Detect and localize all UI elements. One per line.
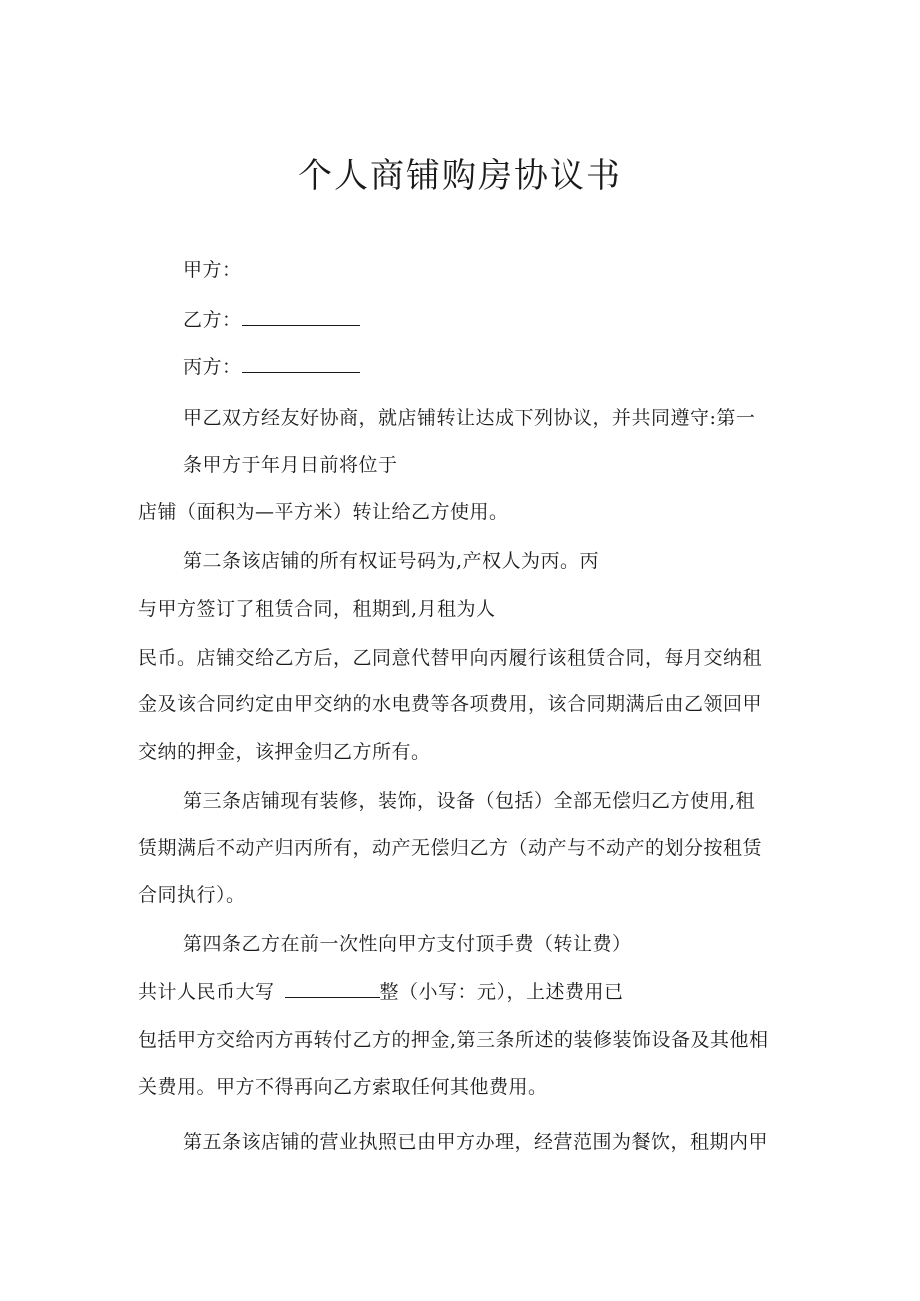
- clause-2-line: 第二条该店铺的所有权证号码为,产权人为丙。丙: [183, 550, 600, 572]
- amount-text: 整（小写：元），上述费用已: [379, 981, 624, 1003]
- clause-5-line: 第五条该店铺的营业执照已由甲方办理，经营范围为餐饮，租期内甲: [183, 1131, 769, 1153]
- clause-2-line: 交纳的押金，该押金归乙方所有。: [138, 741, 431, 763]
- clause-2-line: 民币。店铺交给乙方后，乙同意代替甲向丙履行该租赁合同，每月交纳租: [138, 647, 763, 669]
- clause-2-line: 与甲方签订了租赁合同，租期到,月租为人: [138, 598, 496, 620]
- party-a-line: [183, 255, 242, 285]
- clause-1-line: 店铺（面积为—平方米）转让给乙方使用。: [138, 501, 509, 523]
- clause-4-line: 第四条乙方在前一次性向甲方支付顶手费（转让费）: [183, 933, 632, 955]
- amount-label: 共计人民币大写: [138, 981, 275, 1003]
- amount-blank: [285, 977, 380, 998]
- party-b-blank: [242, 305, 360, 326]
- clause-1-line: 条甲方于年月日前将位于: [183, 454, 398, 476]
- party-c-label: 丙方：: [183, 356, 242, 378]
- clause-intro-line: 甲乙双方经友好协商，就店铺转让达成下列协议，并共同遵守:第一: [183, 407, 756, 429]
- party-b-line: [183, 305, 360, 335]
- clause-3-line: 第三条店铺现有装修，装饰，设备（包括）全部无偿归乙方使用,租: [183, 790, 756, 812]
- document-title: 个人商铺购房协议书: [298, 156, 622, 196]
- clause-2-line: 金及该合同约定由甲交纳的水电费等各项费用，该合同期满后由乙领回甲: [138, 693, 763, 715]
- clause-4-amount-line: [138, 977, 624, 1007]
- clause-3-line: 合同执行）。: [138, 884, 246, 906]
- party-c-blank: [242, 352, 360, 373]
- clause-4-line: 关费用。甲方不得再向乙方索取任何其他费用。: [138, 1076, 548, 1098]
- party-b-label: 乙方：: [183, 309, 242, 331]
- clause-4-line: 包括甲方交给丙方再转付乙方的押金,第三条所述的装修装饰设备及其他相: [138, 1029, 769, 1051]
- party-a-label: 甲方：: [183, 259, 242, 281]
- party-c-line: [183, 352, 360, 382]
- clause-3-line: 赁期满后不动产归丙所有，动产无偿归乙方（动产与不动产的划分按租赁: [138, 837, 763, 859]
